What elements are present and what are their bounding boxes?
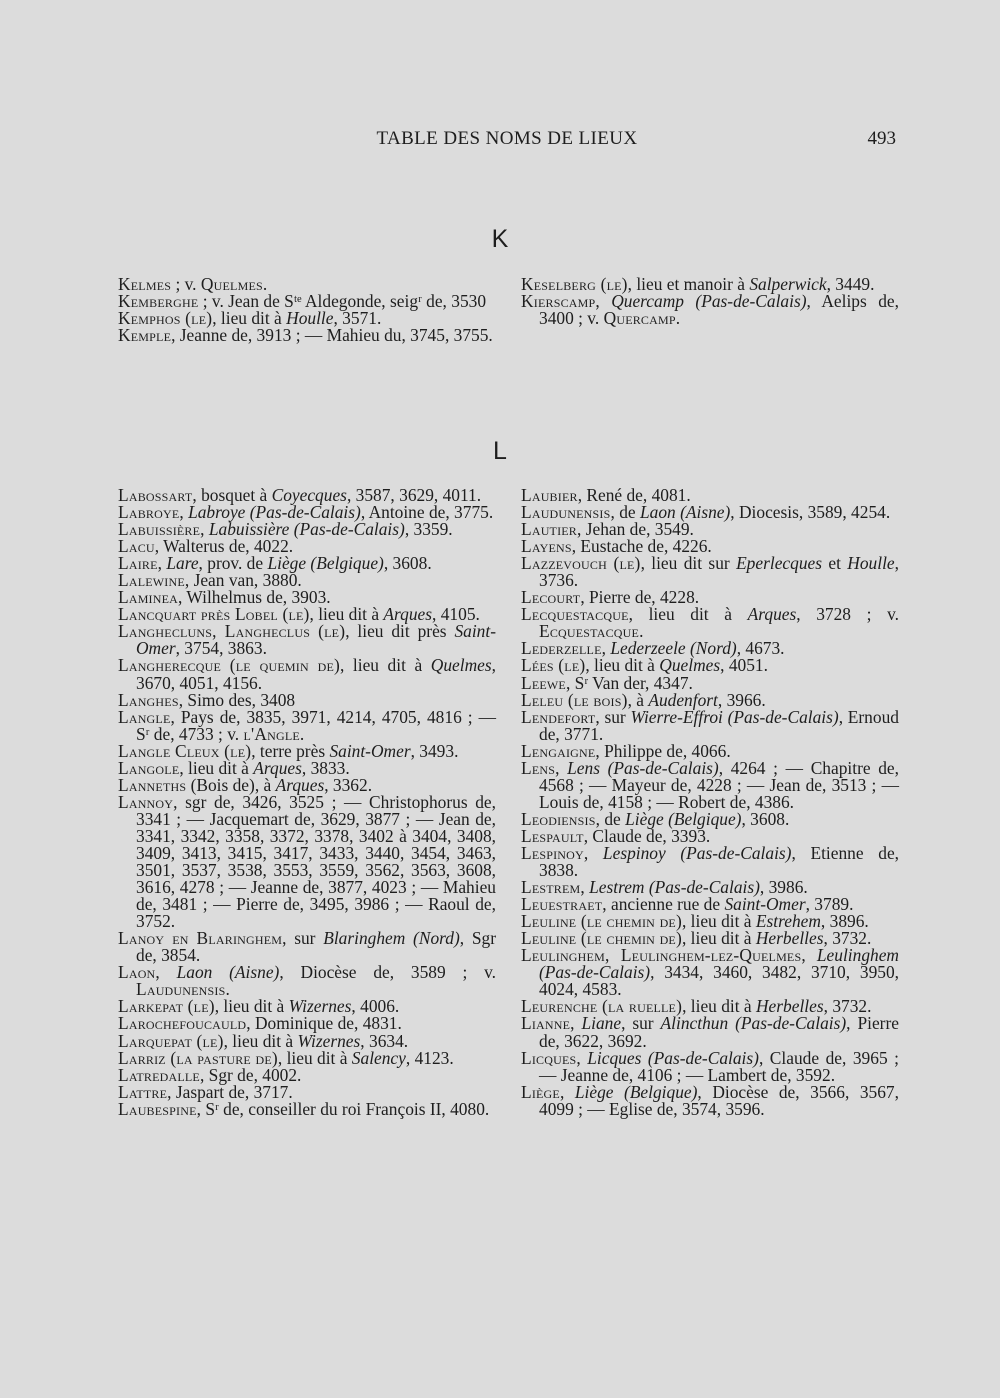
entry-headword: Labossart — [118, 485, 193, 505]
entry-headword: Keselberg (le) — [521, 274, 628, 294]
entry-place: Labuissière (Pas-de-Calais) — [208, 519, 405, 540]
entry-text: , lieu dit à — [681, 928, 756, 949]
entry-headword: Laudunensis — [521, 502, 611, 523]
entry-text: . — [675, 308, 681, 329]
entry-text: , — [580, 877, 590, 898]
entry-place: Lare — [166, 553, 199, 574]
index-column-l-left — [118, 487, 496, 1118]
entry-headword: Latredalle — [118, 1064, 200, 1085]
entry-place: Salency — [351, 1047, 406, 1068]
entry-text: , lieu dit à — [309, 604, 384, 625]
entry-headword: Liège — [521, 1081, 560, 1102]
entry-headword: Leewe — [521, 672, 566, 693]
entry-place: Laon (Aisne) — [639, 502, 731, 523]
entry-headword: Labroye — [118, 502, 180, 523]
entry-headword: Leuestraet — [521, 894, 603, 915]
entry-place: Audenfort — [648, 689, 718, 710]
entry-headword: Laubier — [521, 485, 578, 505]
entry-headword: Lanneths — [118, 774, 187, 795]
entry-text: , Jehan de, 3549. — [577, 519, 694, 540]
entry-text: , 3896. — [820, 911, 869, 932]
entry-text: , René de, 4081. — [577, 485, 691, 505]
index-entry — [521, 555, 899, 589]
entry-text: , sur — [595, 706, 631, 727]
entry-place: Estrehem — [755, 911, 821, 932]
entry-headword: Laubespine — [118, 1098, 197, 1119]
entry-headword: Kelmes — [118, 274, 172, 294]
entry-text: , — [157, 553, 167, 574]
page-number: 493 — [867, 128, 896, 149]
entry-text: , — [595, 291, 612, 312]
index-column-k-left — [118, 276, 496, 344]
entry-text: , prov. de — [198, 553, 268, 574]
entry-text: , — [576, 1047, 588, 1068]
entry-headword: Kemberghe — [118, 291, 199, 312]
section-letter-l: L — [493, 437, 507, 465]
entry-headword: Lecquestacque — [521, 604, 629, 625]
index-entry — [521, 606, 899, 640]
entry-text: , Pierre de, 4228. — [580, 587, 700, 608]
entry-headword: Lancquart près Lobel (le) — [118, 604, 310, 625]
entry-headword: Lautier — [521, 519, 578, 540]
entry-text: , Sʳ Van der, 4347. — [565, 672, 693, 693]
entry-text: , Antoine de, 3775. — [360, 502, 494, 523]
entry-text: , 3608. — [741, 808, 790, 829]
index-entry — [118, 706, 496, 744]
entry-text: , à — [627, 689, 649, 710]
entry-headword: Laudunensis — [136, 979, 226, 1000]
entry-text: , terre près — [251, 740, 330, 761]
entry-text: , 3571. — [333, 308, 382, 329]
entry-headword: Lées (le) — [521, 655, 586, 676]
entry-headword: Laire — [118, 553, 158, 574]
entry-text: . — [225, 979, 230, 1000]
entry-text: , — [801, 945, 817, 966]
entry-headword: Lannoy — [118, 791, 174, 812]
entry-text: , — [200, 519, 209, 540]
entry-text: , lieu dit à — [214, 996, 289, 1017]
entry-text: , lieu et manoir à — [627, 274, 750, 294]
entry-place: Labroye (Pas-de-Calais) — [188, 502, 361, 523]
entry-place: Laon (Aisne) — [176, 962, 280, 983]
entry-text: . — [299, 723, 305, 744]
entry-place: Saint-Omer — [724, 894, 806, 915]
entry-text: , 3493. — [410, 740, 459, 761]
entry-text: , 4264 ; — Chapitre de, 4568 ; — Mayeur de, 4228 ; — Jean de, 3513 ; — Louis de, 4158 ; — Robert de, 4386. — [539, 757, 900, 812]
entry-place: Lespinoy (Pas-de-Calais) — [602, 842, 792, 863]
entry-place: Licques (Pas-de-Calais) — [587, 1047, 759, 1068]
entry-headword: Larkepat (le) — [118, 996, 215, 1017]
entry-place: Arques — [275, 774, 325, 795]
entry-text: ; v. Jean de Sᵗᵉ Aldegonde, seigʳ de, 3530 — [198, 291, 487, 312]
index-entry — [521, 1015, 899, 1049]
entry-place: Salperwick — [749, 274, 827, 294]
entry-text: , lieu dit à — [212, 308, 287, 329]
entry-text: , 3670, 4051, 4156. — [136, 655, 496, 693]
index-entry — [521, 842, 900, 881]
entry-text: , 3434, 3460, 3482, 3710, 3950, 4024, 4583. — [539, 962, 899, 1000]
entry-text: et — [822, 553, 848, 574]
entry-headword: l'Angle — [243, 723, 300, 744]
entry-text: ; v. — [171, 274, 201, 294]
entry-headword: Langhes — [118, 689, 179, 710]
entry-place: Liège (Belgique) — [625, 808, 742, 829]
entry-place: Eperlecques — [736, 553, 823, 574]
index-column-k-right — [521, 276, 899, 327]
entry-text: , Diocèse de, 3589 ; v. — [279, 962, 496, 983]
entry-place: Leulinghem (Pas-de-Calais) — [539, 945, 899, 983]
entry-text: , sur — [282, 928, 324, 949]
entry-text: , sgr de, 3426, 3525 ; — Christophorus de, 3341 ; — Jacquemart de, 3629, 3877 ; — Jean de, 3341, 3342, 3358, 3372, 3378, 3402 à 3404, 3408, 3409, 3413, 3415, 3417, 3433, 3440, 3454, 3463, 3501, 3537, 3538, 3553, 3559, 3562, 3563, 3608, 3616, 4278 ; — Jeanne de, 3877, 4023 ; — Mahieu de, 3481 ; — Pierre de, 3495, 3986 ; — Raoul de, 3752. — [136, 791, 496, 932]
entry-headword: Lattre — [118, 1081, 168, 1102]
entry-text: , Pays de, 3835, 3971, 4214, 4705, 4816 ; — Sʳ de, 4733 ; v. — [136, 706, 496, 744]
entry-text: , Jaspart de, 3717. — [167, 1081, 293, 1102]
entry-headword: Lacu — [118, 536, 155, 557]
entry-headword: Laon — [118, 962, 156, 983]
entry-text: , 4123. — [405, 1047, 454, 1068]
entry-place: Wizernes — [297, 1030, 361, 1051]
entry-text: , lieu dit sur — [640, 553, 737, 574]
entry-text: , lieu dit près — [345, 621, 455, 642]
entry-text: , 3966. — [717, 689, 766, 710]
entry-headword: Lederzelle — [521, 638, 602, 659]
index-entry — [118, 657, 496, 691]
index-entry — [118, 327, 496, 344]
entry-text: , — [155, 962, 177, 983]
index-entry — [118, 1098, 496, 1119]
entry-text: , lieu dit à — [681, 911, 756, 932]
index-entry — [521, 293, 899, 327]
entry-text: , 3732. — [823, 996, 872, 1017]
entry-headword: Layens — [521, 536, 572, 557]
entry-text: . — [639, 621, 644, 642]
entry-text: , lieu dit à — [628, 604, 748, 625]
entry-headword: Quelmes — [200, 274, 263, 294]
index-entry — [521, 947, 899, 998]
entry-headword: Langle Cleux (le) — [118, 740, 252, 761]
section-letter-k: K — [491, 225, 509, 253]
entry-text: , 3833. — [301, 757, 350, 778]
entry-text: , 3728 ; v. — [796, 604, 899, 625]
entry-text: , — [179, 502, 189, 523]
index-entry — [118, 930, 496, 964]
entry-headword: Leulinghem, Leulinghem-lez-Quelmes — [521, 945, 802, 966]
entry-text: , 3789. — [805, 894, 854, 915]
entry-text: , sur — [621, 1013, 661, 1034]
entry-headword: Lestrem — [521, 877, 581, 898]
entry-text: , Walterus de, 4022. — [154, 536, 294, 557]
entry-place: Lens (Pas-de-Calais) — [567, 757, 719, 778]
running-title: TABLE DES NOMS DE LIEUX — [376, 128, 638, 149]
entry-text: , lieu dit à — [682, 996, 756, 1017]
entry-text: , Sgr de, 4002. — [199, 1064, 302, 1085]
entry-place: Saint-Omer — [136, 621, 496, 659]
entry-text: , 3732. — [823, 928, 872, 949]
page-header — [118, 128, 896, 152]
entry-text: , 3359. — [404, 519, 453, 540]
entry-text: , — [570, 1013, 582, 1034]
entry-text: , lieu dit à — [277, 1047, 352, 1068]
entry-place: Quercamp (Pas-de-Calais) — [611, 291, 807, 312]
entry-text: . — [262, 274, 268, 294]
entry-text: , 3449. — [826, 274, 875, 294]
entry-place: Houlle — [286, 308, 334, 329]
entry-text: , — [555, 757, 568, 778]
entry-headword: Kemple — [118, 325, 172, 346]
entry-text: , Sgr de, 3854. — [136, 928, 497, 966]
entry-place: Quelmes — [430, 655, 492, 676]
entry-text: , 3736. — [539, 553, 899, 591]
entry-headword: Larquepat (le) — [118, 1030, 224, 1051]
entry-place: Wierre-Effroi (Pas-de-Calais) — [630, 706, 839, 727]
entry-text: , ancienne rue de — [602, 894, 725, 915]
entry-headword: Lanoy en Blaringhem — [118, 928, 283, 949]
entry-headword: Kierscamp — [521, 291, 596, 312]
entry-text: , Diocèse de, 3566, 3567, 4099 ; — Eglise de, 3574, 3596. — [539, 1081, 899, 1119]
entry-text: , Jeanne de, 3913 ; — Mahieu du, 3745, 3755. — [171, 325, 493, 346]
entry-text: , Claude de, 3393. — [583, 825, 711, 846]
entry-text: , 3986. — [759, 877, 808, 898]
entry-text: , Sʳ de, conseiller du roi François II, 4080. — [196, 1098, 490, 1119]
entry-text: , 4051. — [720, 655, 768, 676]
entry-headword: Lespinoy — [521, 842, 584, 863]
entry-text: , 4673. — [736, 638, 785, 659]
entry-text: , lieu dit à — [339, 655, 431, 676]
entry-place: Quelmes — [659, 655, 721, 676]
entry-headword: Lens — [521, 757, 556, 778]
entry-place: Herbelles — [756, 996, 824, 1017]
entry-headword: Leodiensis — [521, 808, 596, 829]
entry-text: , Dominique de, 4831. — [246, 1013, 402, 1034]
entry-place: Coyecques — [271, 485, 347, 505]
entry-headword: Lecourt — [521, 587, 581, 608]
entry-headword: Lazzevouch (le) — [521, 553, 641, 574]
entry-place: Arques — [383, 604, 433, 625]
entry-text: , Simo des, 3408 — [178, 689, 296, 710]
entry-text: , bosquet à — [192, 485, 272, 505]
index-entry — [521, 1081, 899, 1119]
index-entry — [521, 757, 900, 812]
entry-headword: Laminea — [118, 587, 179, 608]
entry-place: Liège (Belgique) — [267, 553, 384, 574]
entry-place: Lestrem (Pas-de-Calais) — [589, 877, 760, 898]
entry-text: , Wilhelmus de, 3903. — [178, 587, 331, 608]
entry-place: Liège (Belgique) — [574, 1081, 698, 1102]
entry-text: , — [559, 1081, 575, 1102]
entry-headword: Lengaigne — [521, 740, 596, 761]
index-entry — [118, 964, 496, 998]
entry-headword: Leuline (le chemin de) — [521, 928, 682, 949]
entry-text: , — [601, 638, 611, 659]
index-entry — [118, 623, 496, 657]
entry-place: Saint-Omer — [329, 740, 411, 761]
entry-headword: Quercamp — [603, 308, 676, 329]
entry-text: , Claude de, 3965 ; — Jeanne de, 4106 ; — Lambert de, 3592. — [539, 1047, 899, 1085]
entry-text: , 4105. — [432, 604, 480, 625]
entry-text: , Aelips de, 3400 ; v. — [539, 291, 899, 329]
entry-headword: Leleu (le bois) — [521, 689, 628, 710]
entry-place: Alincthun (Pas-de-Calais) — [660, 1013, 847, 1034]
entry-text: , Ernoud de, 3771. — [539, 706, 899, 744]
entry-text: , lieu dit à — [179, 757, 254, 778]
entry-text: , 3754, 3863. — [175, 638, 267, 659]
entry-place: Houlle — [847, 553, 895, 574]
entry-text: , Pierre de, 3622, 3692. — [539, 1013, 899, 1051]
entry-place: Blaringhem (Nord) — [323, 928, 460, 949]
entry-headword: Larriz (la pasture de) — [118, 1047, 278, 1068]
entry-headword: Licques — [521, 1047, 577, 1068]
index-entry — [521, 1047, 899, 1085]
entry-text: , 3587, 3629, 4011. — [346, 485, 482, 505]
index-column-l-right — [521, 487, 899, 1118]
entry-place: Arques — [747, 604, 797, 625]
entry-text: , lieu dit à — [223, 1030, 298, 1051]
entry-place: Liane — [581, 1013, 622, 1034]
entry-headword: Larochefoucauld — [118, 1013, 247, 1034]
entry-headword: Leurenche (la ruelle) — [521, 996, 683, 1017]
entry-text: , Diocesis, 3589, 4254. — [730, 502, 891, 523]
entry-headword: Lendefort — [521, 706, 596, 727]
entry-text: , Etienne de, 3838. — [539, 842, 900, 881]
entry-headword: Langhecluns, Langheclus (le) — [118, 621, 346, 642]
entry-text: , — [583, 842, 603, 863]
entry-text: , 3634. — [360, 1030, 409, 1051]
index-entry — [521, 706, 899, 744]
entry-text: , Philippe de, 4066. — [595, 740, 731, 761]
entry-headword: Langole — [118, 757, 180, 778]
entry-text: (Bois de), à — [186, 774, 276, 795]
entry-headword: Lespault — [521, 825, 584, 846]
entry-headword: Lianne — [521, 1013, 571, 1034]
entry-text: , de — [595, 808, 626, 829]
entry-place: Wizernes — [288, 996, 352, 1017]
entry-place: Herbelles — [755, 928, 824, 949]
entry-text: , 3608. — [383, 553, 432, 574]
entry-text: , lieu dit à — [585, 655, 660, 676]
entry-place: Arques — [253, 757, 302, 778]
index-entry — [118, 791, 496, 932]
entry-text: , 4006. — [351, 996, 400, 1017]
entry-headword: Ecquestacque — [539, 621, 640, 642]
entry-headword: Labuissière — [118, 519, 201, 540]
entry-headword: Kemphos (le) — [118, 308, 213, 329]
entry-headword: Langle — [118, 706, 171, 727]
entry-text: , de — [610, 502, 640, 523]
entry-place: Lederzeele (Nord) — [610, 638, 737, 659]
entry-text: , Eustache de, 4226. — [571, 536, 712, 557]
entry-headword: Lalewine — [118, 570, 185, 591]
entry-headword: Langherecque (le quemin de) — [118, 655, 340, 676]
entry-text: , Jean van, 3880. — [184, 570, 302, 591]
entry-headword: Leuline (le chemin de) — [521, 911, 682, 932]
entry-text: , 3362. — [324, 774, 373, 795]
